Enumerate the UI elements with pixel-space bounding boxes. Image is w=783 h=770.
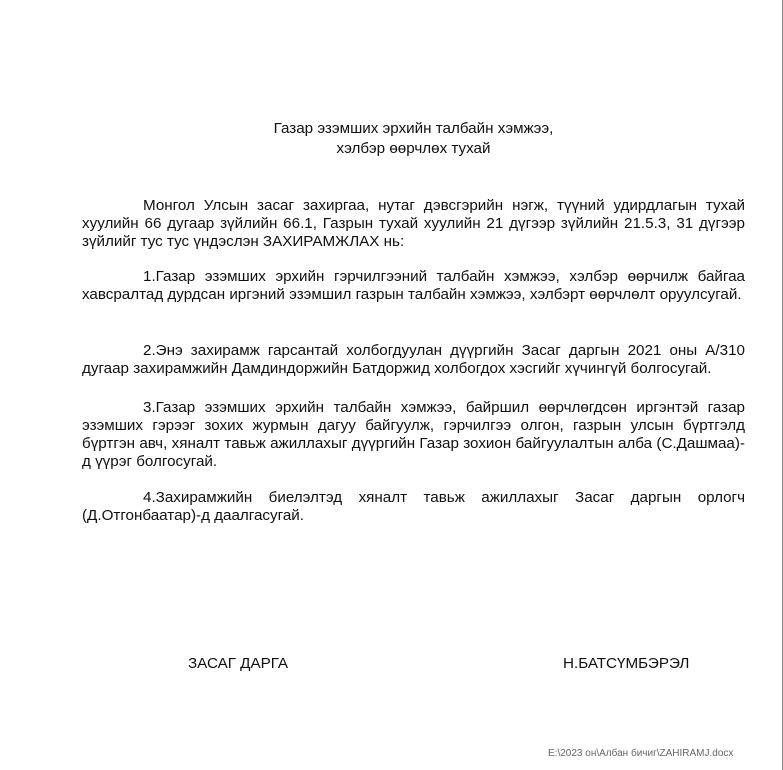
signature-position: ЗАСАГ ДАРГА bbox=[188, 655, 289, 672]
document-title bbox=[82, 119, 745, 159]
title-line-2: хэлбэр өөрчлөх тухай bbox=[336, 140, 491, 157]
footer-file-path: E:\2023 он\Албан бичиг\ZAHIRAMJ.docx bbox=[548, 748, 734, 759]
clause-4-block bbox=[82, 489, 745, 525]
clause-paragraph: 3.Газар эзэмших эрхийн талбайн хэмжээ, байршил өөрчлөгдсөн иргэнтэй газар эзэмших гэрээг зохих журмын дагуу байгуулж, гэрчилгээ олгон, газрын улсын бүртгэлд бүртгэн авч, хяналт тавьж ажиллахыг дүүргийн Газар зохион байгуулалтын алба (С.Дашмаа)-д үүрэг болгосугай. bbox=[82, 399, 745, 470]
preamble-block bbox=[82, 197, 745, 251]
clause-paragraph: 2.Энэ захирамж гарсантай холбогдуулан дүүргийн Засаг даргын 2021 оны А/310 дугаар захирамжийн Дамдиндоржийн Батдоржид холбогдох хэсгийг хүчингүй болгосугай. bbox=[82, 342, 745, 377]
clause-paragraph: 1.Газар эзэмших эрхийн гэрчилгээний талбайн хэмжээ, хэлбэр өөрчилж байгаа хавсралтад дурдсан иргэний эзэмшил газрын талбайн хэмжээ, хэлбэрт өөрчлөлт оруулсугай. bbox=[82, 268, 745, 303]
preamble-paragraph: Монгол Улсын засаг захиргаа, нутаг дэвсгэрийн нэгж, түүний удирдлагын тухай хуулийн 66 дугаар зүйлийн 66.1, Газрын тухай хуулийн 21 дүгээр зүйлийн 21.5.3, 31 дүгээр зүйлийг тус тус үндэслэн ЗАХИРАМЖЛАХ нь: bbox=[82, 197, 745, 250]
title-line-1: Газар эзэмших эрхийн талбайн хэмжээ, bbox=[273, 120, 554, 137]
clause-1-block bbox=[82, 268, 745, 304]
clause-3-block bbox=[82, 399, 745, 471]
clause-2-block bbox=[82, 342, 745, 378]
clause-paragraph: 4.Захирамжийн биелэлтэд хяналт тавьж ажиллахыг Засаг даргын орлогч (Д.Отгонбаатар)-д даалгасугай. bbox=[82, 489, 745, 524]
signature-name: Н.БАТСҮМБЭРЭЛ bbox=[563, 655, 690, 672]
